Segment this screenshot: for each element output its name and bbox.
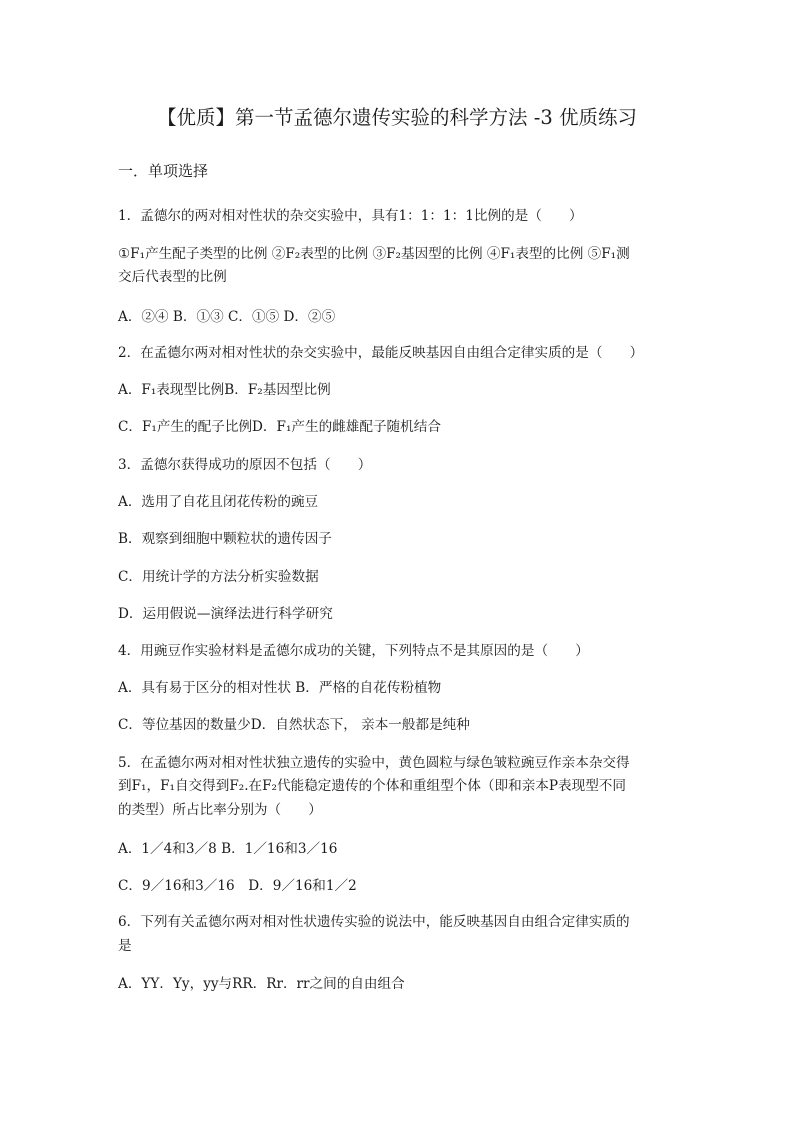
question-3-option-c: C．用统计学的方法分析实验数据 (118, 569, 319, 585)
page-title: 【优质】第一节孟德尔遗传实验的科学方法 -3 优质练习 (157, 106, 637, 129)
question-4-options-cd: C．等位基因的数量少D．自然状态下， 亲本一般都是纯种 (118, 717, 470, 733)
question-3-option-a: A．选用了自花且闭花传粉的豌豆 (118, 494, 319, 510)
question-5-stem-line2: 到F₁，F₁自交得到F₂.在F₂代能稳定遗传的个体和重组型个体（即和亲本P表现型不同 (118, 778, 626, 794)
question-5-stem-line1: 5．在孟德尔两对相对性状独立遗传的实验中，黄色圆粒与绿色皱粒豌豆作亲本杂交得 (118, 755, 630, 771)
question-2-options-cd: C．F₁产生的配子比例D．F₁产生的雌雄配子随机结合 (118, 419, 441, 435)
question-1-options: A．②④ B．①③ C．①⑤ D．②⑤ (118, 309, 336, 325)
question-1-items-line1: ①F₁产生配子类型的比例 ②F₂表型的比例 ③F₂基因型的比例 ④F₁表型的比例 ⑤F₁测 (118, 246, 630, 262)
question-4-stem: 4．用豌豆作实验材料是孟德尔成功的关键，下列特点不是其原因的是（ ） (118, 643, 589, 659)
question-1-items-line2: 交后代表型的比例 (118, 269, 227, 285)
question-1-stem: 1．孟德尔的两对相对性状的杂交实验中，具有1：1：1：1比例的是（ ） (118, 208, 583, 224)
question-5-stem-line3: 的类型）所占比率分别为（ ） (118, 802, 322, 818)
question-3-option-d: D．运用假说—演绎法进行科学研究 (118, 606, 333, 622)
question-6-option-a: A．YY．Yy，yy与RR．Rr．rr之间的自由组合 (118, 976, 405, 992)
question-2-stem: 2．在孟德尔两对相对性状的杂交实验中，最能反映基因自由组合定律实质的是（ ） (118, 345, 644, 361)
question-5-options-cd: C．9／16和3／16 D．9／16和1／2 (118, 878, 357, 894)
question-3-option-b: B．观察到细胞中颗粒状的遗传因子 (118, 531, 332, 547)
question-2-options-ab: A．F₁表现型比例B．F₂基因型比例 (118, 382, 331, 398)
question-6-stem-line1: 6．下列有关孟德尔两对相对性状遗传实验的说法中，能反映基因自由组合定律实质的 (118, 914, 630, 930)
question-5-options-ab: A．1／4和3／8 B．1／16和3／16 (118, 841, 338, 857)
question-6-stem-line2: 是 (118, 938, 132, 954)
question-3-stem: 3．孟德尔获得成功的原因不包括（ ） (118, 457, 372, 473)
question-4-options-ab: A．具有易于区分的相对性状 B．严格的自花传粉植物 (118, 680, 442, 696)
section-heading: 一．单项选择 (118, 162, 209, 180)
